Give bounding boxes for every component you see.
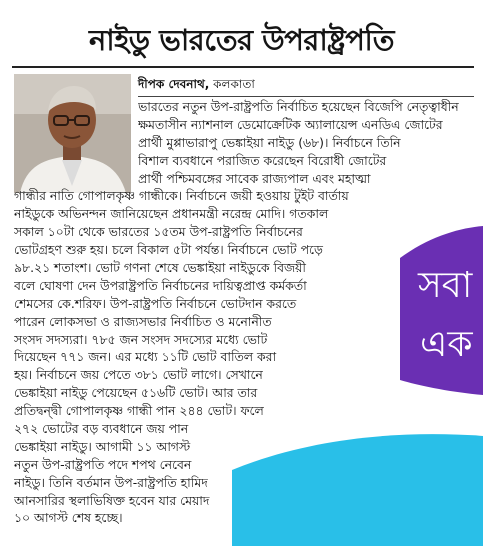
article-line: ভেঙ্কাইয়া নাইডু পেয়েছেন ৫১৬টি ভোট। আর তার [14,385,258,401]
article-line: প্রার্থী মুপ্পাভারাপু ভেঙ্কাইয়া নাইডু (৬৮)। নির্বাচনে তিনি [138,134,401,150]
ad-text-top: সবা [418,265,473,306]
article-line: সংসদ সদস্যরা। ৭৮৫ জন সংসদ সদস্যের মধ্যে ভোট [14,331,268,347]
article-line: হয়। নির্বাচনে জয় পেতে ৩৮১ ভোট লাগে। সেখানে [14,367,263,383]
article-line: প্রার্থী পশ্চিমবঙ্গের সাবেক রাজ্যপাল এবং মহাত্মা [138,170,371,186]
article-line: ২৭২ ভোটের বড় ব্যবধানে জয় পান [14,421,189,437]
article-line: ভোটগ্রহণ শুরু হয়। চলে বিকাল ৫টা পর্যন্ত। নির্বাচনে ভোট পড়ে [14,242,323,258]
article-line: ৯৮.২১ শতাংশ। ভোট গণনা শেষে ভেঙ্কাইয়া নাইডুকে বিজয়ী [14,260,306,276]
article-line: নাইডু। তিনি বর্তমান উপ-রাষ্ট্রপতি হামিদ [14,474,208,490]
article-line: বলে ঘোষণা দেন উপরাষ্ট্রপতি নির্বাচনের দায়িত্বপ্রাপ্ত কর্মকর্তা [14,277,307,293]
article-line: নতুন উপ-রাষ্ট্রপতি পদে শপথ নেবেন [14,456,192,472]
article-line: দিয়েছেন ৭৭১ জন। এর মধ্যে ১১টি ভোট বাতিল করা [14,349,277,365]
article-line: ভারতের নতুন উপ-রাষ্ট্রপতি নির্বাচিত হয়েছেন বিজেপি নেতৃত্বাধীন [138,99,459,114]
byline-author: দীপক দেবনাথ, [138,77,210,91]
article-line: শেমসের কে.শরিফ। উপ-রাষ্ট্রপতি নির্বাচনে ভোটদান করতে [14,295,297,311]
byline-location: কলকাতা [213,77,255,91]
article-line: গান্ধীর নাতি গোপালকৃষ্ণ গান্ধীকে। নির্বাচনে জয়ী হওয়ায় টুইট বার্তায় [14,188,349,204]
article-line: বিশাল ব্যবধানে পরাজিত করেছেন বিরোধী জোটের [138,152,387,168]
article-line: পারেন লোকসভা ও রাজ্যসভার নির্বাচিত ও মনোনীত [14,313,272,329]
headline: নাইডু ভারতের উপরাষ্ট্রপতি [88,23,395,57]
article-line: আনসারির স্থলাভিষিক্ত হবেন যার মেয়াদ [14,492,210,508]
article-line: ভেঙ্কাইয়া নাইডু। আগামী ১১ আগস্ট [14,438,191,454]
ad-text-bottom: এক [420,324,473,365]
article-line: সকাল ১০টা থেকে ভারতের ১৫তম উপ-রাষ্ট্রপতি নির্বাচনের [14,224,303,240]
article-body [14,98,476,527]
article-line: ক্ষমতাসীন ন্যাশনাল ডেমোক্রেটিক অ্যালায়েন্স এনডিএ জোটের [138,116,443,132]
article-line: ১০ আগস্ট শেষ হচ্ছে। [14,510,123,526]
article-line: নাইডুকে অভিনন্দন জানিয়েছেন প্রধানমন্ত্রী নরেন্দ্র মোদি। গতকাল [14,206,329,222]
article-line: প্রতিদ্বন্দ্বী গোপালকৃষ্ণ গান্ধী পান ২৪৪ ভোট। ফলে [14,403,264,419]
